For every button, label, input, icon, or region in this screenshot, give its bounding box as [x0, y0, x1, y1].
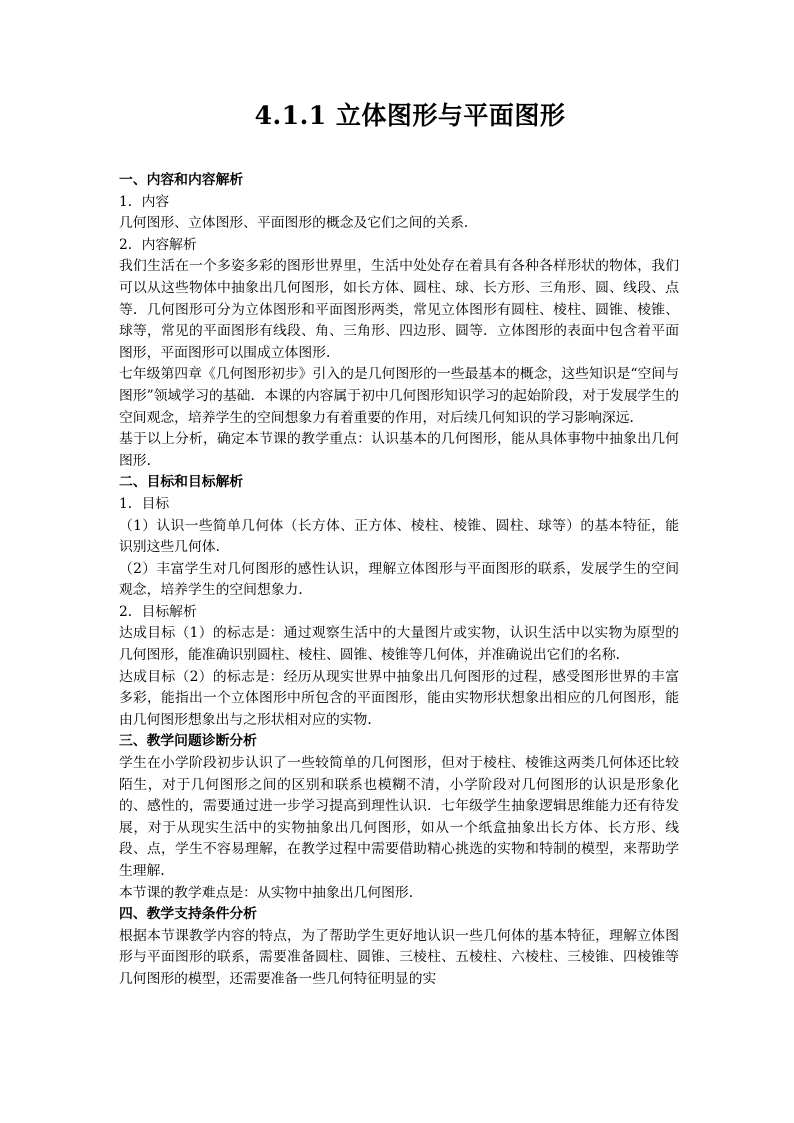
paragraph: 达成目标（1）的标志是：通过观察生活中的大量图片或实物，认识生活中以实物为原型的几何图形，能准确识别圆柱、棱柱、圆锥、棱锥等几何体，并准确说出它们的名称． [119, 625, 679, 664]
paragraph: 本节课的教学难点是：从实物中抽象出几何图形． [119, 884, 423, 901]
document-page [119, 96, 679, 991]
section-heading: 四、教学支持条件分析 [119, 906, 257, 923]
section-heading: 一、内容和内容解析 [119, 172, 244, 188]
subheading: 2．内容解析 [119, 236, 197, 253]
subheading: 1．目标 [119, 495, 170, 512]
section-content-analysis [119, 170, 679, 472]
document-title: 4.1.1 立体图形与平面图形 [254, 101, 566, 130]
subheading: 1．内容 [119, 193, 170, 210]
paragraph: 几何图形、立体图形、平面图形的概念及它们之间的关系． [119, 215, 478, 232]
paragraph: 我们生活在一个多姿多彩的图形世界里，生活中处处存在着具有各种各样形状的物体，我们可以从这些物体中抽象出几何图形，如长方体、圆柱、球、长方形、三角形、圆、线段、点等．几何图形可分为立体图形和平面图形两类，常见立体图形有圆柱、棱柱、圆锥、棱锥、球等，常见的平面图形有线段、角、三角形、四边形、圆等．立体图形的表面中包含着平面图形，平面图形可以围成立体图形． [119, 258, 679, 361]
paragraph: 达成目标（2）的标志是：经历从现实世界中抽象出几何图形的过程，感受图形世界的丰富多彩，能指出一个立体图形中所包含的平面图形，能由实物形状想象出相应的几何图形，能由几何图形想象出与之形状相对应的实物． [119, 668, 679, 728]
section-problem-diagnosis [119, 731, 679, 904]
subheading: 2．目标解析 [119, 603, 197, 620]
paragraph: （2）丰富学生对几何图形的感性认识，理解立体图形与平面图形的联系，发展学生的空间观念，培养学生的空间想象力． [119, 560, 679, 599]
section-support-conditions [119, 904, 679, 990]
paragraph: 基于以上分析，确定本节课的教学重点：认识基本的几何图形，能从具体事物中抽象出几何图形． [119, 431, 679, 469]
section-goal-analysis [119, 472, 679, 731]
section-heading: 二、目标和目标解析 [119, 474, 244, 491]
paragraph: （1）认识一些简单几何体（长方体、正方体、棱柱、棱锥、圆柱、球等）的基本特征，能识别这些几何体． [119, 517, 679, 556]
paragraph: 学生在小学阶段初步认识了一些较简单的几何图形，但对于棱柱、棱锥这两类几何体还比较陌生，对于几何图形之间的区别和联系也模糊不清，小学阶段对几何图形的认识是形象化的、感性的，需要通过进一步学习提高到理性认识．七年级学生抽象逻辑思维能力还有待发展，对于从现实生活中的实物抽象出几何图形，如从一个纸盒抽象出长方体、长方形、线段、点，学生不容易理解，在教学过程中需要借助精心挑选的实物和特制的模型，来帮助学生理解． [119, 755, 679, 879]
section-heading: 三、教学问题诊断分析 [119, 733, 257, 750]
paragraph: 七年级第四章《几何图形初步》引入的是几何图形的一些最基本的概念，这些知识是“空间与图形”领域学习的基础．本课的内容属于初中几何图形知识学习的起始阶段，对于发展学生的空间观念，培养学生的空间想象力有着重要的作用，对后续几何知识的学习影响深远． [119, 366, 679, 426]
paragraph: 根据本节课教学内容的特点，为了帮助学生更好地认识一些几何体的基本特征，理解立体图形与平面图形的联系，需要准备圆柱、圆锥、三棱柱、五棱柱、六棱柱、三棱锥、四棱锥等几何图形的模型，还需要准备一些几何特征明显的实 [119, 927, 679, 987]
